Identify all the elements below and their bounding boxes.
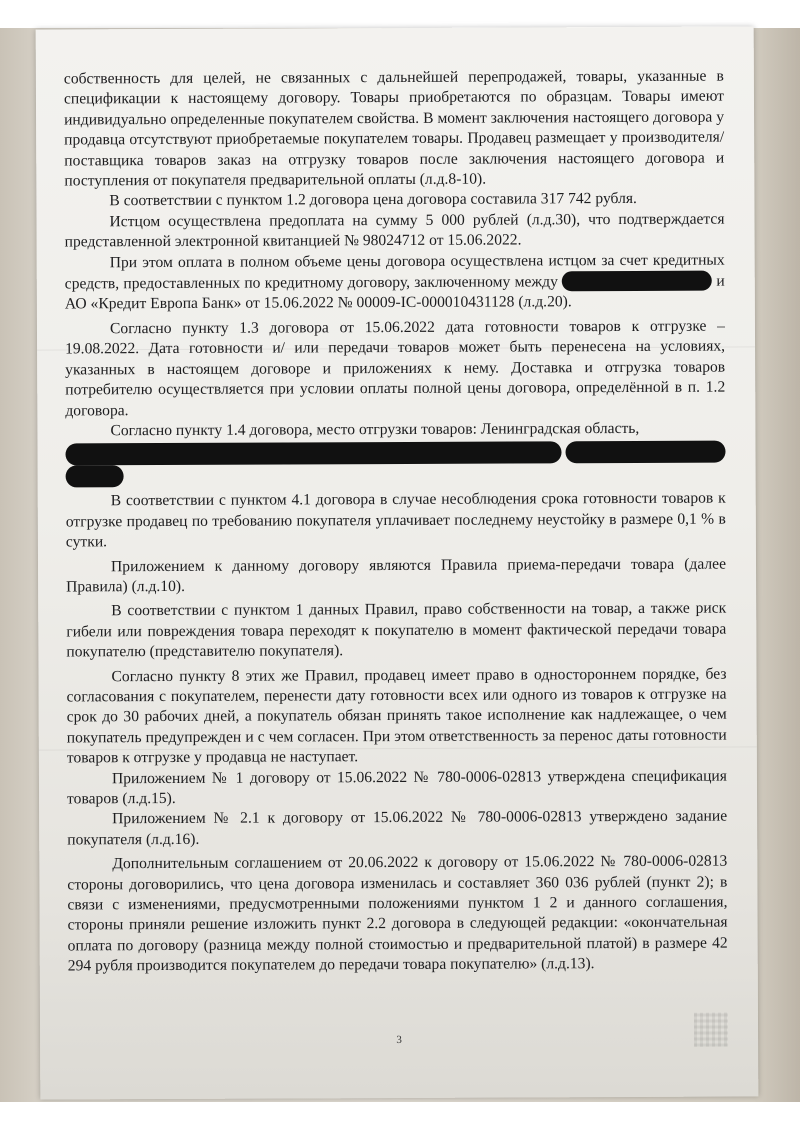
- paper-sheet: [36, 26, 759, 1099]
- redacted-address-line: [65, 439, 725, 468]
- paragraph: Дополнительным соглашением от 20.06.2022 к договору от 15.06.2022 № 780-0006-02813 стороны договорились, что цена договора изменилась и составляет 360 036 рублей (пункт 2); в связи с изменениями, предусмотренными положениями пунктом 1 2 и данного соглашения, стороны приняли решение изложить пункт 2.2 договора в следующей редакции: «окончательная оплата по договору (разница между полной стоимостью и предварительной платой) в размере 42 294 рубля производится покупателем до передачи товара покупателю» (л.д.13).: [67, 852, 728, 975]
- paragraph: В соответствии с пунктом 1 данных Правил, право собственности на товар, а также риск гибели или повреждения товара переходят к покупателю в момент фактической передачи товара покупателю (представителю покупателя).: [66, 599, 727, 661]
- document-body: [64, 67, 728, 978]
- paragraph: Истцом осуществлена предоплата на сумму 5 000 рублей (л.д.30), что подтверждается представленной электронной квитанцией № 98024712 от 15.06.2022.: [64, 210, 725, 251]
- paragraph: Приложением № 1 договору от 15.06.2022 № 780-0006-02813 утверждена спецификация товаров (л.д.15).: [66, 767, 727, 808]
- paragraph: Приложением № 2.1 к договору от 15.06.2022 № 780-0006-02813 утверждено задание покупателя (л.д.16).: [67, 807, 728, 849]
- paragraph: Согласно пункту 8 этих же Правил, продавец имеет право в одностороннем порядке, без согласования с покупателем, перенести дату готовности всех или одного из товаров к отгрузке на срок до 30 рабочих дней, а покупатель обязан принять такое исполнение как надлежащее, о чем покупатель предупрежден и с чем согласен. При этом ответственность за перенос даты готовности товаров к отгрузке у продавца не наступает.: [66, 665, 727, 767]
- redacted-name: [562, 271, 712, 292]
- paragraph-credit-part-b: и АО «Кредит Европа Банк» от 15.06.2022 № 00009-IC-000010431128 (л.д.20).: [64, 272, 725, 313]
- paragraph-shipping-place: Согласно пункту 1.4 договора, место отгрузки товаров: Ленинградская область,: [110, 419, 640, 440]
- paragraph-credit: [65, 250, 725, 315]
- paragraph: собственность для целей, не связанных с дальнейшей перепродажей, товары, указанные в спецификации к настоящему договору. Товары приобретаются по образцам. Товары имеют индивидуально определенные покупателем свойства. В момент заключения настоящего договора у продавца отсутствуют приобретаемые покупателем товары. Продавец размещает у производителя/ поставщика товаров заказ на отгрузку товаров после заключения настоящего договора и поступления от покупателя предварительной оплаты (л.д.8-10).: [63, 67, 725, 190]
- paragraph-credit-part-a: При этом оплата в полном объеме цены договора осуществлена истцом за счет кредитных средств, предоставленных по кредитному договору, заключенному между: [64, 251, 725, 293]
- redacted-address-part: [565, 441, 725, 464]
- redacted-address-part: [65, 442, 561, 466]
- redacted-address-part: [66, 466, 124, 488]
- redacted-address-line: [66, 465, 726, 492]
- top-margin: [0, 0, 800, 28]
- paragraph: В соответствии с пунктом 1.2 договора цена договора составила 317 742 рубля.: [109, 190, 637, 210]
- paragraph: В соответствии с пунктом 4.1 договора в случае несоблюдения срока готовности товаров к отгрузке продавец по требованию покупателя уплачивает последнему неустойку в размере 0,1 % в сутки.: [65, 489, 726, 551]
- page-number: 3: [396, 1033, 402, 1047]
- paragraph: Приложением к данному договору являются Правила приема-передачи товара (далее Правила) (л.д.10).: [66, 555, 727, 596]
- bottom-margin: [0, 1102, 800, 1132]
- paragraph: Согласно пункту 1.3 договора от 15.06.2022 дата готовности товаров к отгрузке – 19.08.2022. Дата готовности и/ или передачи товаров может быть перенесена на условиях, указанных в настоящем договоре и приложениях к нему. Доставка и отгрузка товаров потребителю осуществляется при условии оплаты полной цены договора, определённой в п. 1.2 договора.: [65, 317, 726, 419]
